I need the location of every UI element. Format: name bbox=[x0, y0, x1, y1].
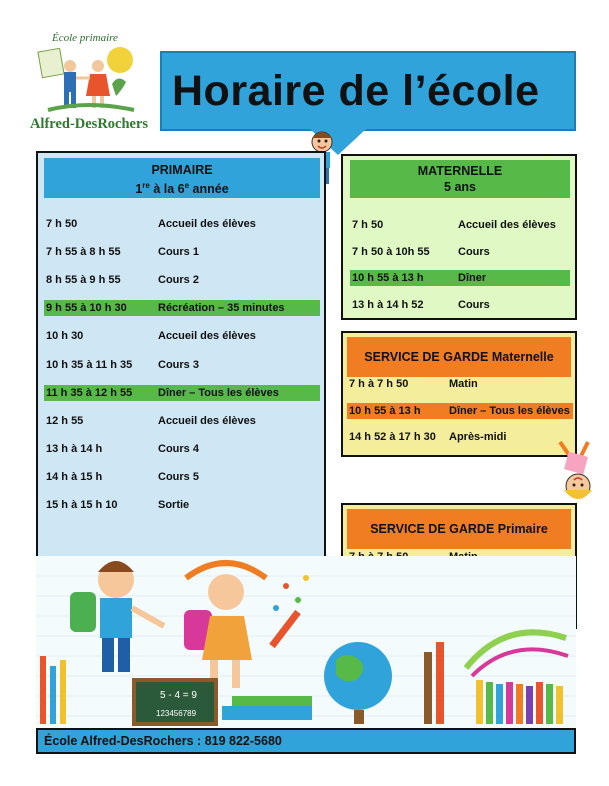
schedule-time: 13 h à 14 h 52 bbox=[352, 298, 424, 311]
schedule-row bbox=[44, 272, 320, 288]
schedule-time: 10 h 55 à 13 h bbox=[352, 272, 424, 284]
schedule-activity: Cours bbox=[458, 245, 490, 258]
schedule-time: 9 h 55 à 10 h 30 bbox=[46, 302, 127, 315]
title-banner bbox=[160, 51, 576, 131]
garde-maternelle-header: SERVICE DE GARDE Maternelle bbox=[347, 337, 571, 377]
schedule-row bbox=[44, 469, 320, 485]
schedule-row bbox=[347, 376, 573, 392]
schedule-row bbox=[44, 244, 320, 260]
schedule-row bbox=[44, 300, 320, 316]
schedule-row bbox=[44, 385, 320, 401]
schedule-time: 13 h à 14 h bbox=[46, 442, 103, 455]
school-logo bbox=[22, 24, 156, 140]
schedule-time: 14 h à 15 h bbox=[46, 470, 103, 483]
schedule-row bbox=[347, 403, 573, 419]
primaire-header bbox=[44, 158, 320, 198]
schedule-row bbox=[350, 217, 570, 233]
cartoon-girl-icon bbox=[548, 440, 608, 510]
schedule-activity: Récréation – 35 minutes bbox=[158, 302, 285, 315]
schedule-row bbox=[44, 413, 320, 429]
schedule-row bbox=[350, 297, 570, 313]
maternelle-header bbox=[350, 160, 570, 198]
chalkboard-line2: 123456789 bbox=[156, 709, 197, 718]
schedule-row bbox=[44, 357, 320, 373]
schedule-time: 7 h 50 à 10h 55 bbox=[352, 245, 430, 258]
schedule-activity: Accueil des élèves bbox=[158, 218, 256, 230]
logo-children-icon bbox=[34, 44, 144, 116]
schedule-activity: Accueil des élèves bbox=[158, 330, 256, 343]
schedule-activity: Cours bbox=[458, 298, 490, 311]
page-title: Horaire de l’école bbox=[172, 67, 540, 115]
schedule-time: 14 h 52 à 17 h 30 bbox=[349, 431, 436, 443]
footer-contact-bar bbox=[36, 728, 576, 754]
schedule-time: 8 h 55 à 9 h 55 bbox=[46, 274, 121, 287]
schedule-time: 10 h 55 à 13 h bbox=[349, 404, 421, 417]
garde-primaire-header: SERVICE DE GARDE Primaire bbox=[347, 509, 571, 549]
primaire-header-grades: 1re à la 6e année bbox=[135, 181, 229, 197]
schedule-row bbox=[350, 244, 570, 260]
schedule-activity: Dîner – Tous les élèves bbox=[449, 404, 570, 417]
schedule-row bbox=[44, 441, 320, 457]
schedule-activity: Dîner – Tous les élèves bbox=[158, 386, 279, 399]
primaire-schedule-panel bbox=[36, 151, 326, 556]
schedule-time: 7 h 50 bbox=[352, 219, 384, 231]
schedule-row bbox=[44, 497, 320, 513]
schedule-activity: Sortie bbox=[158, 499, 190, 511]
schedule-time: 10 h 30 bbox=[46, 330, 84, 343]
maternelle-header-age: 5 ans bbox=[444, 180, 476, 194]
schedule-time: 11 h 35 à 12 h 55 bbox=[46, 386, 133, 399]
maternelle-schedule-panel bbox=[341, 154, 577, 320]
schedule-time: 15 h à 15 h 10 bbox=[46, 499, 118, 511]
schedule-time: 7 h 55 à 8 h 55 bbox=[46, 246, 121, 259]
logo-top-text: École primaire bbox=[52, 32, 118, 44]
schedule-activity: Après-midi bbox=[449, 431, 507, 443]
schedule-time: 7 h à 7 h 50 bbox=[349, 378, 409, 390]
schedule-activity: Cours 5 bbox=[158, 470, 199, 483]
schedule-activity: Cours 2 bbox=[158, 274, 199, 287]
primaire-header-title: PRIMAIRE bbox=[151, 163, 213, 177]
logo-school-name: Alfred-DesRochers bbox=[29, 116, 149, 132]
schedule-activity: Accueil des élèves bbox=[458, 219, 556, 231]
maternelle-header-title: MATERNELLE bbox=[417, 164, 503, 178]
chalkboard-line1: 5 - 4 = 9 bbox=[160, 690, 197, 701]
schedule-activity: Matin bbox=[449, 378, 478, 390]
schedule-time: 7 h 50 bbox=[46, 218, 78, 230]
schedule-activity: Accueil des élèves bbox=[158, 414, 256, 427]
chalkboard bbox=[134, 680, 216, 724]
footer-contact-text: École Alfred-DesRochers : 819 822-5680 bbox=[44, 734, 282, 748]
schedule-time: 10 h 35 à 11 h 35 bbox=[46, 358, 133, 371]
schedule-activity: Dîner bbox=[458, 272, 487, 284]
schedule-row bbox=[44, 328, 320, 344]
schedule-activity: Cours 1 bbox=[158, 246, 199, 259]
garde-maternelle-panel bbox=[341, 331, 577, 457]
schedule-row bbox=[350, 270, 570, 286]
schedule-activity: Cours 4 bbox=[158, 442, 199, 455]
schedule-row bbox=[44, 216, 320, 232]
school-supplies-illustration bbox=[36, 556, 576, 728]
schedule-time: 12 h 55 bbox=[46, 414, 84, 427]
schedule-row bbox=[347, 429, 573, 445]
schedule-activity: Cours 3 bbox=[158, 358, 199, 371]
